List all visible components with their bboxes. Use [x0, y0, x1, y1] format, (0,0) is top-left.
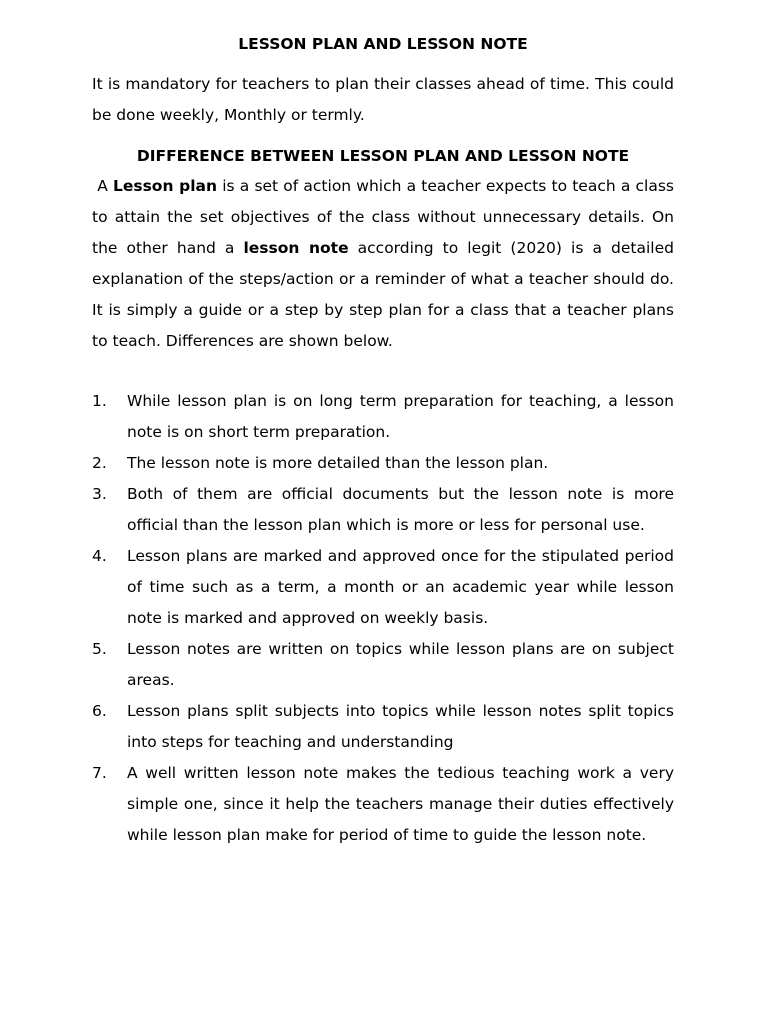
list-item: [92, 479, 674, 541]
list-item: [92, 541, 674, 634]
list-item-text: While lesson plan is on long term preparation for teaching, a lesson note is on short term preparation.: [127, 392, 674, 441]
section-heading: DIFFERENCE BETWEEN LESSON PLAN AND LESSON NOTE: [136, 147, 630, 165]
list-item-text: Lesson plans split subjects into topics while lesson notes split topics into steps for teaching and understanding: [127, 702, 674, 751]
list-item-number: 4.: [92, 547, 107, 565]
term-lesson-plan: Lesson plan: [112, 177, 218, 195]
list-item-number: 3.: [92, 485, 107, 503]
list-item-text: Lesson notes are written on topics while lesson plans are on subject areas.: [127, 640, 674, 689]
list-item-text: Both of them are official documents but the lesson note is more official than the lesson plan which is more or less for personal use.: [127, 485, 674, 534]
list-item: [92, 696, 674, 758]
list-item-number: 5.: [92, 640, 107, 658]
list-item-text: The lesson note is more detailed than the lesson plan.: [127, 454, 549, 472]
definition-lead: A: [97, 177, 113, 195]
list-item: [92, 634, 674, 696]
list-item-number: 2.: [92, 454, 107, 472]
list-item: [92, 386, 674, 448]
list-item-number: 1.: [92, 392, 107, 410]
document-title: LESSON PLAN AND LESSON NOTE: [238, 35, 528, 53]
definition-mid: is a set of action which a teacher expects to teach a class to attain the set objectives of the class without unnecessary details. On the other hand a: [92, 177, 675, 257]
term-lesson-note: lesson note: [243, 239, 349, 257]
list-item: [92, 448, 674, 479]
list-item-text: Lesson plans are marked and approved once for the stipulated period of time such as a term, a month or an academic year while lesson note is marked and approved on weekly basis.: [127, 547, 674, 627]
definition-paragraph: [92, 171, 674, 357]
list-item: [92, 758, 674, 851]
differences-list: [92, 386, 674, 851]
list-item-number: 7.: [92, 764, 107, 782]
intro-paragraph: It is mandatory for teachers to plan their classes ahead of time. This could be done weekly, Monthly or termly.: [92, 75, 674, 124]
definition-tail: according to legit (2020) is a detailed explanation of the steps/action or a reminder of what a teacher should do. It is simply a guide or a step by step plan for a class that a teacher plans to teach. Differences are shown below.: [92, 239, 674, 350]
list-item-number: 6.: [92, 702, 107, 720]
list-item-text: A well written lesson note makes the tedious teaching work a very simple one, since it help the teachers manage their duties effectively while lesson plan make for period of time to guide the lesson note.: [127, 764, 674, 844]
